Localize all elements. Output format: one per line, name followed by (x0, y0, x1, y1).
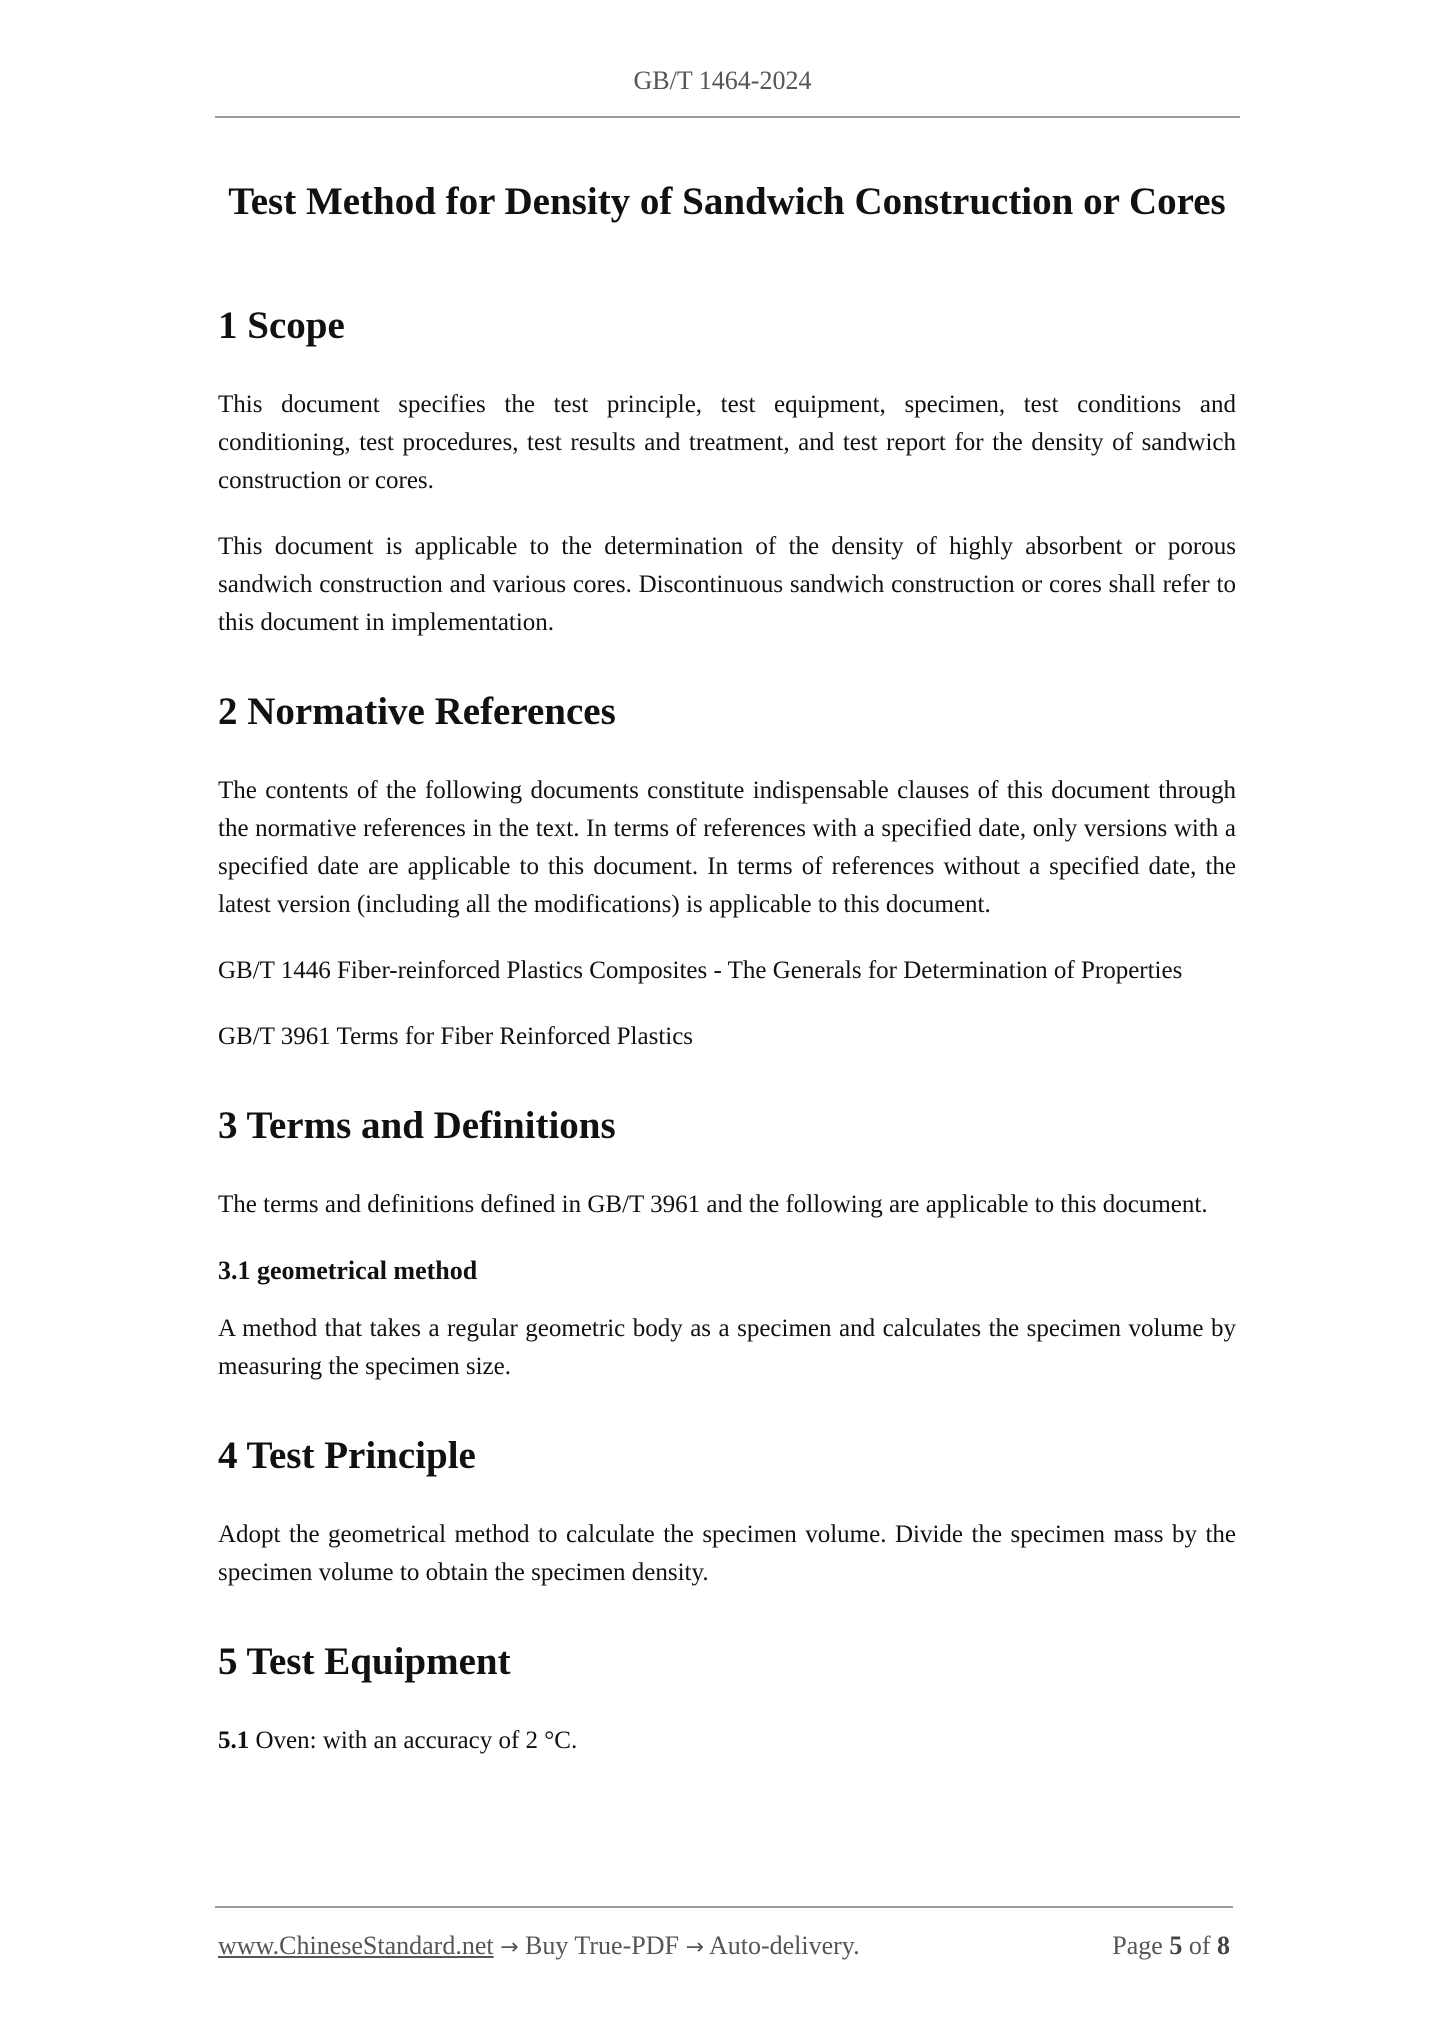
equipment-item-text: Oven: with an accuracy of 2 °C. (249, 1727, 578, 1754)
site-link[interactable]: www.ChineseStandard.net (218, 1931, 494, 1960)
header-divider (215, 116, 1240, 118)
page-label: Page (1112, 1931, 1170, 1960)
footer-divider (215, 1906, 1233, 1908)
equipment-item-oven (218, 1722, 1236, 1760)
arrow-right-icon: → (685, 1935, 704, 1960)
page-indicator (1112, 1928, 1230, 1964)
reference-gbt-3961: GB/T 3961 Terms for Fiber Reinforced Plastics (218, 1023, 694, 1050)
scope-paragraph-2: This document is applicable to the determination of the density of highly absorbent or porous sandwich construction and various cores. Discontinuous sandwich construction or cores shall refer to this document in implementation. (218, 533, 1236, 636)
section-test-principle (218, 1426, 1236, 1592)
scope-paragraph-1: This document specifies the test principle, test equipment, specimen, test conditions and conditioning, test procedures, test results and treatment, and test report for the density of sandwich construction or cores. (218, 391, 1236, 494)
section-heading-scope: 1 Scope (218, 304, 345, 347)
geometrical-method-definition: A method that takes a regular geometric body as a specimen and calculates the specimen volume by measuring the specimen size. (218, 1315, 1236, 1380)
footer-delivery-text: Auto-delivery. (703, 1931, 860, 1960)
section-normative-references (218, 682, 1236, 1056)
terms-paragraph: The terms and definitions defined in GB/T 3961 and the following are applicable to this document. (218, 1191, 1208, 1218)
page-of-label: of (1182, 1931, 1217, 1960)
equipment-item-number: 5.1 (218, 1727, 250, 1754)
arrow-right-icon: → (500, 1935, 519, 1960)
normative-references-paragraph: The contents of the following documents constitute indispensable clauses of this document through the normative references in the text. In terms of references with a specified date, only versions with a specified date are applicable to this document. In terms of references without a specified date, the latest version (including all the modifications) is applicable to this document. (218, 777, 1236, 918)
section-terms-definitions (218, 1096, 1236, 1386)
section-heading-test-principle: 4 Test Principle (218, 1434, 476, 1477)
footer-promo (218, 1928, 860, 1966)
reference-gbt-1446: GB/T 1446 Fiber-reinforced Plastics Composites - The Generals for Determination of Properties (218, 957, 1183, 984)
footer-buy-text: Buy True-PDF (518, 1931, 686, 1960)
header-standard-code: GB/T 1464-2024 (633, 66, 812, 95)
test-principle-paragraph: Adopt the geometrical method to calculate the specimen volume. Divide the specimen mass by the specimen volume to obtain the specimen density. (218, 1521, 1236, 1586)
subsection-heading-geometrical-method: 3.1 geometrical method (218, 1256, 478, 1285)
section-scope (218, 296, 1236, 642)
section-heading-test-equipment: 5 Test Equipment (218, 1640, 511, 1683)
section-test-equipment (218, 1632, 1236, 1760)
document-title: Test Method for Density of Sandwich Construction or Cores (228, 180, 1226, 223)
page-total: 8 (1217, 1931, 1230, 1960)
page-current: 5 (1169, 1931, 1183, 1960)
section-heading-normative-references: 2 Normative References (218, 690, 616, 733)
document-body (218, 172, 1236, 1788)
section-heading-terms-definitions: 3 Terms and Definitions (218, 1104, 616, 1147)
